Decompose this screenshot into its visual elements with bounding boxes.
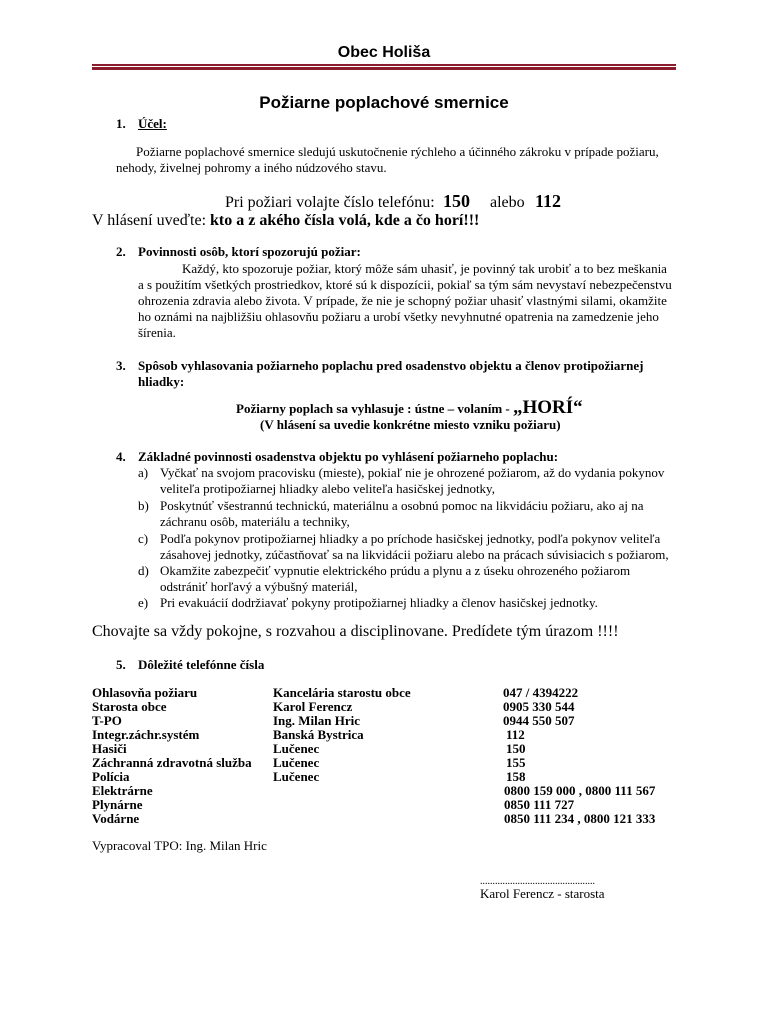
contact-phone: 0905 330 544 <box>503 699 575 714</box>
contact-place: Kancelária starostu obce <box>273 685 411 700</box>
contact-phone: 112 <box>506 727 525 742</box>
list-item-letter: e) <box>138 595 149 610</box>
contact-place: Lučenec <box>273 755 320 770</box>
section-4-heading: Základné povinnosti osadenstva objektu po vyhlásení požiarneho poplachu: <box>138 449 559 464</box>
list-item-line1: Okamžite zabezpečiť vypnutie elektrického prúdu a plynu a z úseku ohrozeného požiarom <box>160 563 631 578</box>
list-item-letter: d) <box>138 563 149 578</box>
signature-name: Karol Ferencz - starosta <box>480 886 605 901</box>
section-5-heading: Dôležité telefónne čísla <box>138 657 265 672</box>
contact-phone: 0850 111 727 <box>504 797 575 812</box>
section-3-heading: Spôsob vyhlasovania požiarneho poplachu pred osadenstvo objektu a členov protipožiarnej <box>138 358 644 373</box>
contact-phone: 0800 159 000 , 0800 111 567 <box>504 783 656 798</box>
list-item-line2: odstrániť horľavý a výbušný materiál, <box>160 579 358 594</box>
alarm-announcement <box>236 397 583 419</box>
section-1-heading: Účel: <box>138 116 167 131</box>
header-rule-thick <box>92 67 676 70</box>
contact-phone: 0944 550 507 <box>503 713 575 728</box>
contact-name: Integr.záchr.systém <box>92 727 200 742</box>
header-rule-thin <box>92 64 676 66</box>
section-3-number: 3. <box>116 358 126 373</box>
section-2-number: 2. <box>116 244 126 259</box>
section-2-line: Každý, kto spozoruje požiar, ktorý môže sám uhasiť, je povinný tak urobiť a to bez meškania <box>182 261 667 276</box>
contact-name: Ohlasovňa požiaru <box>92 685 198 700</box>
calm-statement: Chovajte sa vždy pokojne, s rozvahou a disciplinovane. Predídete tým úrazom !!!! <box>92 623 619 640</box>
contact-place: Banská Bystrica <box>273 727 364 742</box>
contact-place: Ing. Milan Hric <box>273 713 361 728</box>
contact-phone: 150 <box>506 741 526 756</box>
alarm-note: (V hlásení sa uvedie konkrétne miesto vzniku požiaru) <box>260 417 561 432</box>
report-instruction <box>92 212 479 230</box>
list-item-letter: c) <box>138 531 149 546</box>
section-5-number: 5. <box>116 657 126 672</box>
contact-phone: 158 <box>506 769 526 784</box>
document-title: Požiarne poplachové smernice <box>259 93 509 112</box>
section-1-text-line1: Požiarne poplachové smernice sledujú uskutočnenie rýchleho a účinného zákroku v prípade požiaru, <box>136 144 659 159</box>
section-2-line: ohrozenia zdravia alebo života. V prípade, že nie je schopný požiar uhasiť vlastnými silami, okamžite <box>138 293 667 308</box>
list-item-letter: a) <box>138 465 149 480</box>
section-1-text-line2: nehody, živelnej pohromy a iného núdzového stavu. <box>116 160 387 175</box>
list-item-letter: b) <box>138 498 149 513</box>
section-2-line: a s použitím všetkých prostriedkov, ktoré sú k dispozícii, pokiaľ sa tým sám nevystaví nebezpečenstvu <box>138 277 672 292</box>
municipality-header: Obec Holiša <box>337 44 431 61</box>
signature-line: .............................................. <box>480 876 595 887</box>
contact-name: Záchranná zdravotná služba <box>92 755 252 770</box>
report-bold: kto a z akého čísla volá, kde a čo horí!!! <box>210 212 480 229</box>
alarm-word: „HORÍ“ <box>513 397 583 418</box>
list-item-line2: zásahovej jednotky, zúčastňovať sa na likvidácii požiaru alebo na prácach súvisiacich s požiarom, <box>160 547 669 562</box>
contact-phone: 155 <box>506 755 526 770</box>
section-4-number: 4. <box>116 449 126 464</box>
section-3-heading-cont: hliadky: <box>138 374 185 389</box>
contact-place: Lučenec <box>273 741 320 756</box>
phone-instruction: Pri požiari volajte číslo telefónu: <box>225 194 435 211</box>
list-item-line1: Pri evakuácií dodržiavať pokyny protipožiarnej hliadky a členov hasičskej jednotky. <box>160 595 598 610</box>
contact-phone: 047 / 4394222 <box>503 685 579 700</box>
alarm-prefix: Požiarny poplach sa vyhlasuje : ústne – volaním - <box>236 401 513 416</box>
report-prefix: V hlásení uveďte: <box>92 212 207 229</box>
phone-number-112: 112 <box>535 191 562 211</box>
prepared-by: Vypracoval TPO: Ing. Milan Hric <box>92 838 267 853</box>
contact-name: Polícia <box>92 769 130 784</box>
list-item-line1: Vyčkať na svojom pracovisku (mieste), pokiaľ nie je ohrozené požiarom, až do vydania pokynov <box>160 465 665 480</box>
section-1-number: 1. <box>116 116 126 131</box>
list-item-line1: Poskytnúť všestrannú technickú, materiálnu a osobnú pomoc na likvidáciu požiaru, ako aj na <box>160 498 644 513</box>
contact-place: Karol Ferencz <box>273 699 353 714</box>
list-item-line2: záchranu osôb, materiálu a techniky, <box>160 514 350 529</box>
section-2-line: ho oznámi na najbližšiu ohlasovňu požiaru a urobí všetky nevyhnutné opatrenia na zamedzenie jeho <box>138 309 659 324</box>
contact-name: Hasiči <box>92 741 127 756</box>
contact-name: Vodárne <box>92 811 140 826</box>
contact-place: Lučenec <box>273 769 320 784</box>
section-2-heading: Povinnosti osôb, ktorí spozorujú požiar: <box>138 244 361 259</box>
contact-name: Starosta obce <box>92 699 167 714</box>
contact-name: Elektrárne <box>92 783 153 798</box>
contact-name: Plynárne <box>92 797 143 812</box>
list-item-line1: Podľa pokynov protipožiarnej hliadky a po príchode hasičskej jednotky, podľa pokynov veliteľa <box>160 531 661 546</box>
section-2-line: šírenia. <box>138 325 176 340</box>
phone-or: alebo <box>490 194 525 211</box>
list-item-line2: veliteľa protipožiarnej hliadky alebo veliteľa hasičskej jednotky, <box>160 481 495 496</box>
contact-name: T-PO <box>92 713 122 728</box>
contact-phone: 0850 111 234 , 0800 121 333 <box>504 811 656 826</box>
phone-number-150: 150 <box>443 191 470 211</box>
